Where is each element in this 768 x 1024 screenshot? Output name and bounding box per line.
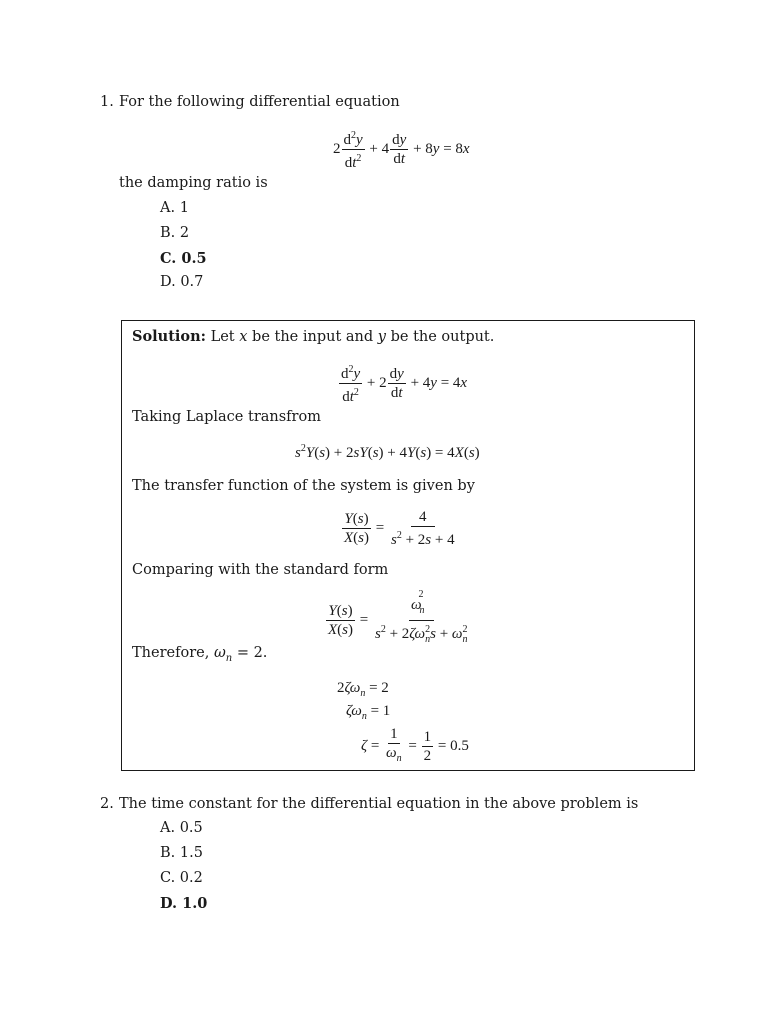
q1-equation: 2 $\frac{d^2y}{dt^2}$ + 4 $\frac{dy}{dt}$ + 8y = 8x xyxy=(333,130,470,171)
step-2: $\zeta\omega_n = 1$ xyxy=(346,703,391,722)
q2-option-b xyxy=(160,845,203,861)
transfer-function-text: The transfer function of the system is given by xyxy=(132,478,475,494)
solution-intro: Let x be the input and y be the output. xyxy=(210,329,495,345)
option-value: 0.2 xyxy=(179,870,203,886)
option-letter: D. xyxy=(160,274,176,290)
q1-tail: the damping ratio is xyxy=(119,175,268,191)
step-1: $2\zeta\omega_n = 2$ xyxy=(337,680,389,699)
solution-eq1: $\frac{d^2y}{dt^2}$ + 2 $\frac{dy}{dt}$ + 4y = 4x xyxy=(341,364,468,405)
laplace-text: Taking Laplace transfrom xyxy=(132,409,321,425)
therefore-text: Therefore, $\omega_n = 2$. xyxy=(132,645,268,664)
option-letter: C. xyxy=(160,250,177,267)
option-value: 1.0 xyxy=(182,895,208,912)
option-value: 1 xyxy=(179,200,189,216)
solution-heading: Solution: xyxy=(132,328,206,345)
option-letter: C. xyxy=(160,870,176,886)
option-value: 2 xyxy=(179,225,190,241)
step-3: ζ = $\frac{1}{\omega_n}$ = $\frac{1}{2}$ = 0.5 xyxy=(361,726,469,764)
option-value: 1.5 xyxy=(179,845,203,861)
solution-eq3: $\frac{Y(s)}{X(s)}$ = $\frac{4}{s^2 + 2s + 4}$ xyxy=(344,509,455,548)
q1-option-a xyxy=(160,200,189,216)
q2-option-a xyxy=(160,820,203,836)
q1-option-b xyxy=(160,225,189,241)
q2-prompt: The time constant for the differential equation in the above problem is xyxy=(119,796,639,812)
solution-eq4: $\frac{Y(s)}{X(s)}$ = $\frac{\omega_n^2}{s^2 + 2\zeta\omega^2_ns + \omega^2_n}$ xyxy=(328,589,468,645)
option-value: 0.5 xyxy=(181,250,207,267)
q1-number: 1. xyxy=(100,94,114,110)
option-letter: A. xyxy=(160,820,176,836)
solution-intro-line xyxy=(132,328,494,345)
q1-option-c-correct xyxy=(160,250,207,267)
q2-number: 2. xyxy=(100,796,114,812)
option-value: 0.5 xyxy=(179,820,203,836)
solution-eq2: $s^2Y(s) + 2sY(s) + 4Y(s) = 4X(s)$ xyxy=(295,443,480,461)
q2-option-d-correct xyxy=(160,895,207,912)
q1-option-d xyxy=(160,274,203,290)
option-value: 0.7 xyxy=(180,274,204,290)
option-letter: A. xyxy=(160,200,176,216)
option-letter: B. xyxy=(160,225,176,241)
option-letter: B. xyxy=(160,845,176,861)
q1-prompt: For the following differential equation xyxy=(119,94,400,110)
q2-option-c xyxy=(160,870,203,886)
compare-text: Comparing with the standard form xyxy=(132,562,389,578)
option-letter: D. xyxy=(160,895,178,912)
